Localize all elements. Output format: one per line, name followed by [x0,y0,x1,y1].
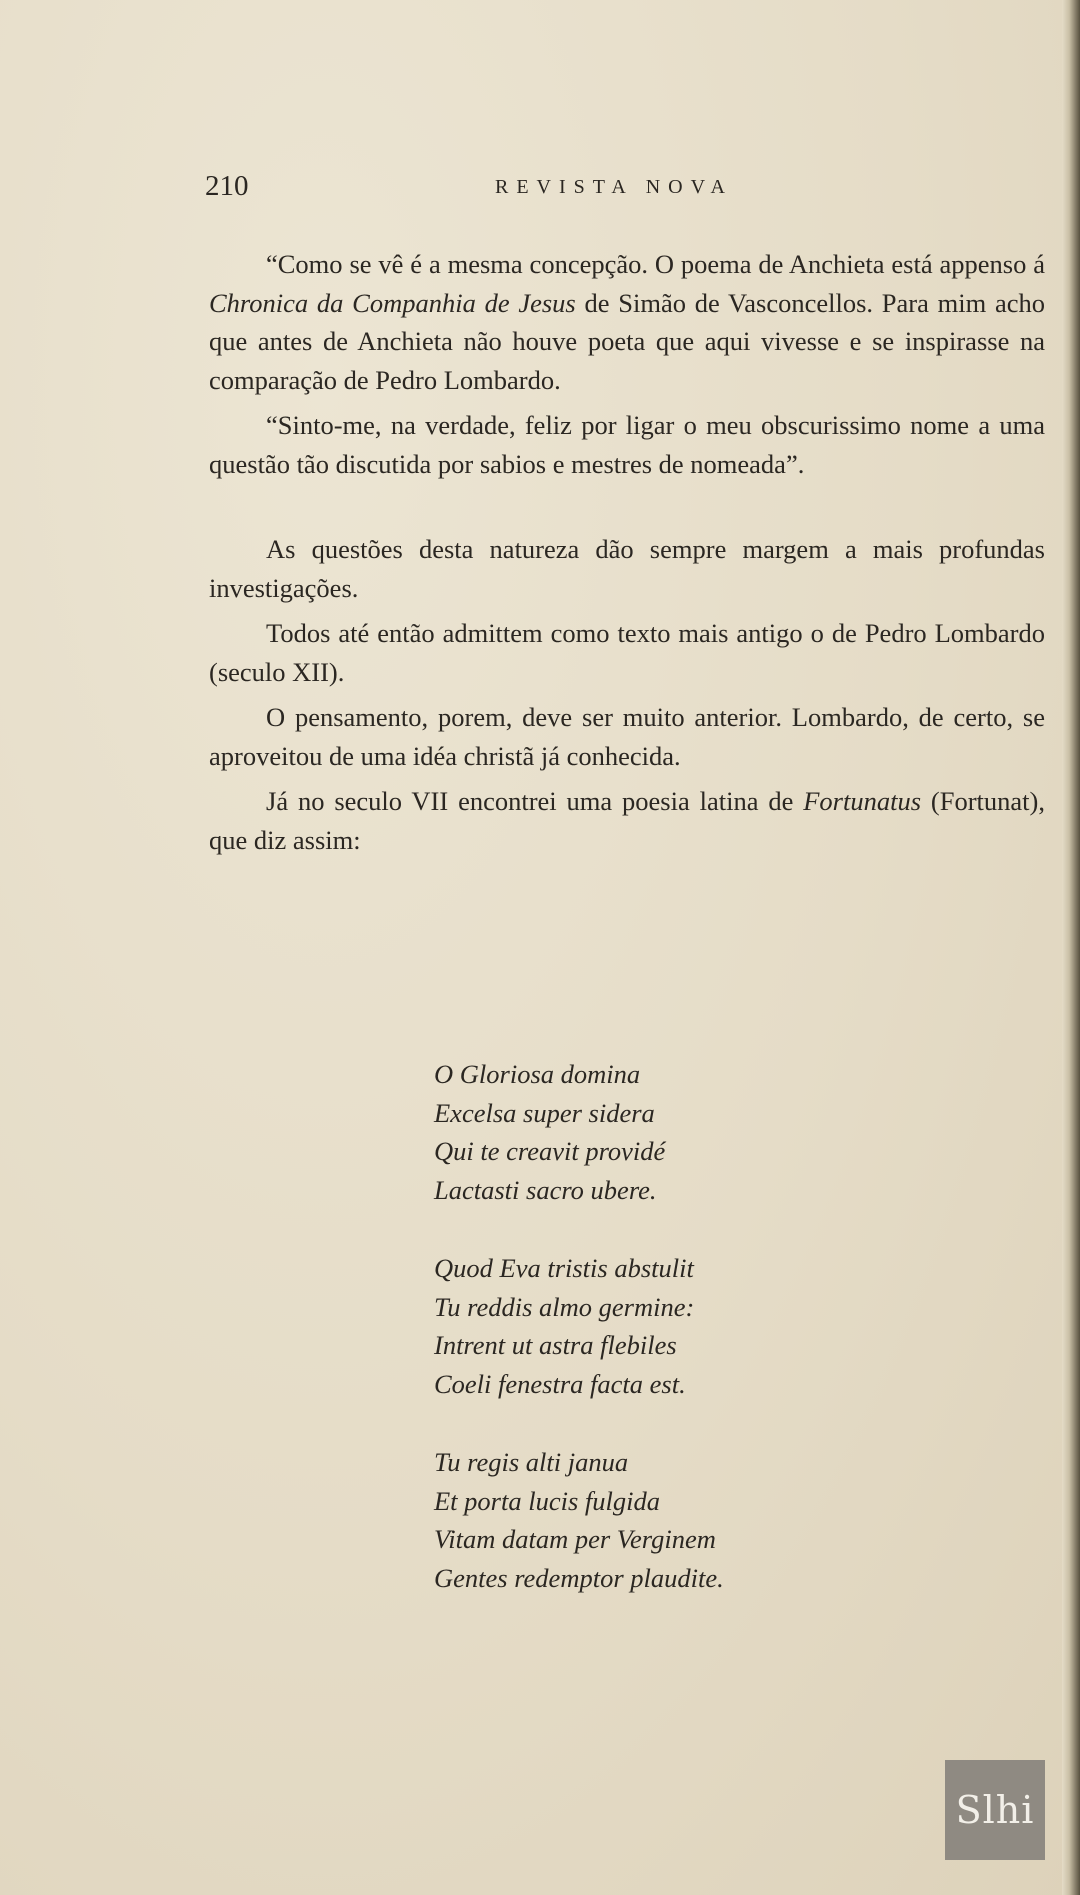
latin-poem [434,1055,724,1637]
library-watermark-logo: Slhi [945,1760,1045,1860]
paragraph-1 [209,245,1045,399]
poem-stanza [434,1249,724,1403]
poem-line: Vitam datam per Verginem [434,1524,716,1554]
poem-line: Qui te creavit providé [434,1136,666,1166]
poem-line: Excelsa super sidera [434,1097,655,1128]
chronica-title: Chronica da Companhia de Jesus [209,287,576,318]
paragraph-4: Todos até então admittem como texto mais antigo o de Pedro Lombardo (seculo XII). [209,618,1045,687]
poem-line: Intrent ut astra flebiles [434,1330,677,1360]
paragraph-1-text-a: “Como se vê é a mesma concepção. O poema de Anchieta está appenso á [266,249,1045,279]
paragraph-6-text-a: Já no seculo VII encontrei uma poesia latina de [266,786,804,816]
page-header [205,170,1050,210]
paragraph-2: “Sinto-me, na verdade, feliz por ligar o meu obscurissimo nome a uma questão tão discutida por sabios e mestres de nomeada”. [209,410,1045,479]
paragraph-3: As questões desta natureza dão sempre margem a mais profundas investigações. [209,534,1045,603]
page-number: 210 [205,170,249,202]
poem-line: Quod Eva tristis abstulit [434,1253,694,1283]
poem-line: Lactasti sacro ubere. [434,1174,657,1205]
poem-line: O Gloriosa domina [434,1059,641,1089]
poem-line: Coeli fenestra facta est. [434,1368,686,1399]
body-text [209,245,1045,859]
poem-line: Tu regis alti janua [434,1447,629,1477]
poem-stanza [434,1055,724,1209]
poem-stanza [434,1443,724,1597]
paragraph-6 [209,782,1045,859]
poem-line: Tu reddis almo germine: [434,1291,695,1322]
paragraph-6-text-c: (Fortunat), que diz assim: [209,786,1045,855]
fortunatus-name: Fortunatus [803,786,922,816]
page-edge [1062,0,1080,1895]
running-title: REVISTA NOVA [495,176,733,198]
paragraph-5: O pensamento, porem, deve ser muito anterior. Lombardo, de certo, se aproveitou de uma idéa christã já conhecida. [209,702,1045,771]
poem-line: Et porta lucis fulgida [434,1485,660,1516]
paragraph-1-text-c: de Simão de Vasconcellos. Para mim acho que antes de Anchieta não houve poeta que aqui vivesse e se inspirasse na comparação de Pedro Lombardo. [209,287,1045,395]
poem-line: Gentes redemptor plaudite. [434,1562,724,1593]
